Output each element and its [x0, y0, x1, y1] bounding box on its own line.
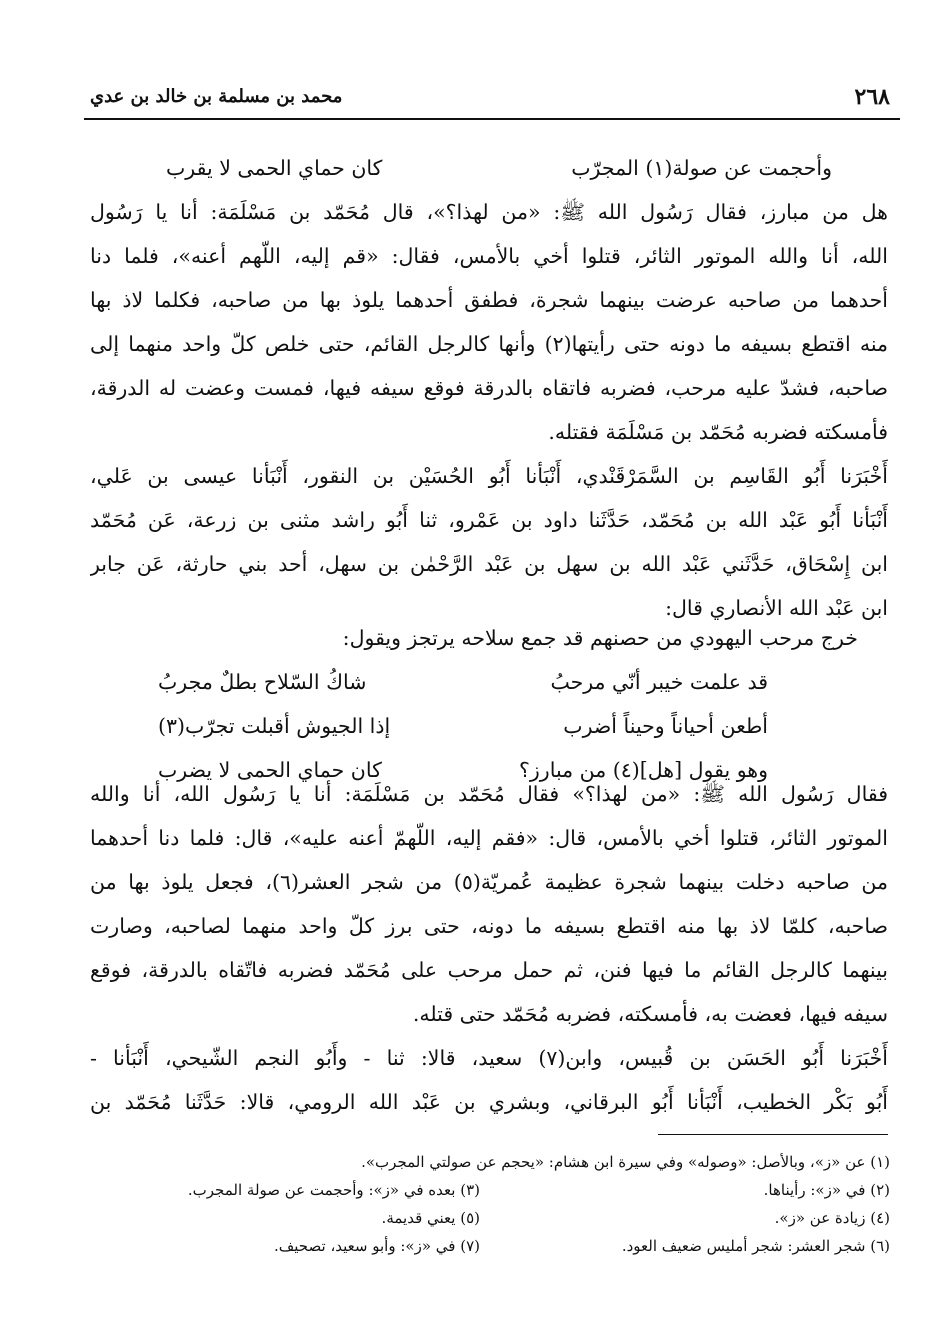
poem-block — [90, 616, 888, 792]
text-line: بينهما كالرجل القائم ما فيها فنن، ثم حمل مرحب على مُحَمّد فضربه فاتّقاه بالدرقة، فوقع — [90, 958, 888, 982]
text-line: أَنْبَأنا أَبُو عَبْد الله بن مُحَمّد، حَدَّثَنا داود بن عَمْرو، ثنا أَبُو راشد مثنى بن زرعة، عَن مُحَمّد — [90, 508, 888, 532]
text-line: صاحبه، كلمّا لاذ بها منه اقتطع بسيفه ما دونه، حتى برز كلّ واحد منهما لصاحبه، وصارت — [90, 914, 888, 938]
text-line: منه اقتطع بسيفه ما دونه حتى رأيتها(٢) وأنها كالرجل القائم، حتى خلص كلّ واحد منهما إلى — [90, 332, 888, 356]
running-title: محمد بن مسلمة بن خالد بن عدي — [90, 86, 343, 107]
text-line: صاحبه، فشدّ عليه مرحب، فضربه فاتقاه بالدرقة فوقع سيفه فيها، فمست وعضت له الدرقة، — [90, 376, 888, 400]
poem-verse — [90, 704, 888, 748]
verse-second-hemistich: شاكُ السّلاح بطلٌ مجربُ — [158, 670, 367, 694]
verse-second-hemistich: كان حماي الحمى لا يضرب — [158, 758, 382, 782]
footnotes — [90, 1148, 890, 1260]
page-header — [90, 84, 890, 114]
footnote-2: (٢) في «ز»: رأيناها. — [763, 1181, 890, 1199]
footnote-rule — [658, 1134, 888, 1135]
verse-first-hemistich: وأحجمت عن صولة(١) المجرّب — [571, 156, 832, 180]
verse-second-hemistich: إذا الجيوش أقبلت تجرّب(٣) — [158, 714, 391, 738]
verse-first-hemistich: أطعن أحياناً وحيناً أضرب — [563, 714, 768, 738]
footnote-3: (٣) بعده في «ز»: وأحجمت عن صولة المجرب. — [187, 1181, 480, 1199]
text-line: ابن عَبْد الله الأنصاري قال: — [665, 596, 888, 620]
opening-verse — [90, 146, 888, 190]
text-line: الموتور الثائر، قتلوا أخي بالأمس، قال: «فقم إليه، اللّهمّ أعنه عليه»، قال: فلما دنا أحدهما — [90, 826, 888, 850]
poem-verse — [90, 660, 888, 704]
paragraph-2 — [90, 454, 888, 630]
text-line: سيفه فيها، فعضت به، فأمسكته، فضربه مُحَمّد حتى قتله. — [412, 1002, 888, 1026]
text-line: أحدهما من صاحبه عرضت بينهما شجرة، فطفق أحدهما يلوذ بها من صاحبه، فكلما لاذ بها — [90, 288, 888, 312]
paragraph-4 — [90, 1036, 888, 1124]
footnote-5: (٥) يعني قديمة. — [381, 1209, 480, 1227]
verse-first-hemistich: وهو يقول [هل](٤) من مبارز؟ — [519, 758, 768, 782]
text-line: من صاحبه دخلت بينهما شجرة عظيمة عُمريّة(٥) من شجر العشر(٦)، فجعل يلوذ بها من — [90, 870, 888, 894]
footnote-7: (٧) في «ز»: وأبو سعيد، تصحيف. — [273, 1237, 480, 1255]
footnote-4: (٤) زيادة عن «ز». — [774, 1209, 890, 1227]
verse-second-hemistich: كان حماي الحمى لا يقرب — [166, 156, 383, 180]
text-line: أَخْبَرَنا أَبُو القَاسِم بن السَّمَرْقَنْدي، أَنْبَأنا أَبُو الحُسَيْن بن النقور، أَنْبَأنا عيسى بن عَلي، — [90, 464, 888, 488]
header-rule — [84, 118, 900, 120]
poem-intro: خرج مرحب اليهودي من حصنهم قد جمع سلاحه يرتجز ويقول: — [342, 626, 858, 650]
text-line: فأمسكته فضربه مُحَمّد بن مَسْلَمَة فقتله. — [548, 420, 888, 444]
footnote-6: (٦) شجر العشر: شجر أمليس ضعيف العود. — [621, 1237, 890, 1255]
text-line: هل من مبارز، فقال رَسُول الله ﷺ: «من لهذا؟»، قال مُحَمّد بن مَسْلَمَة: أنا يا رَسُول — [90, 200, 888, 224]
footnote-1: (١) عن «ز»، وبالأصل: «وصوله» وفي سيرة ابن هشام: «يحجم عن صولتي المجرب». — [361, 1153, 890, 1171]
text-line: أَبُو بَكْر الخطيب، أَنْبَأنا أَبُو البرقاني، وبشري بن عَبْد الله الرومي، قالا: حَدَّثَنا مُحَمّد بن — [90, 1090, 888, 1114]
text-line: الله، أنا والله الموتور الثائر، قتلوا أخي بالأمس، فقال: «قم إليه، اللّهم أعنه»، فلما دنا — [90, 244, 888, 268]
text-line: أَخْبَرَنا أَبُو الحَسَن بن قُبيس، وابن(٧) سعيد، قالا: ثنا - وأَبُو النجم الشّيحي، أَنْبَأنا - — [90, 1046, 888, 1070]
text-line: فقال رَسُول الله ﷺ: «من لهذا؟» فقال مُحَمّد بن مَسْلَمَة: أنا يا رَسُول الله، أنا والله — [90, 782, 888, 806]
paragraph-3 — [90, 772, 888, 1036]
text-line: ابن إِسْحَاق، حَدَّثَني عَبْد الله بن سهل بن عَبْد الرَّحْمٰن بن سهل، أحد بني حارثة، عَن جابر — [90, 552, 888, 576]
verse-first-hemistich: قد علمت خيبر أنّي مرحبُ — [550, 670, 768, 694]
paragraph-1 — [90, 190, 888, 454]
page-number: ٢٦٨ — [854, 84, 890, 110]
